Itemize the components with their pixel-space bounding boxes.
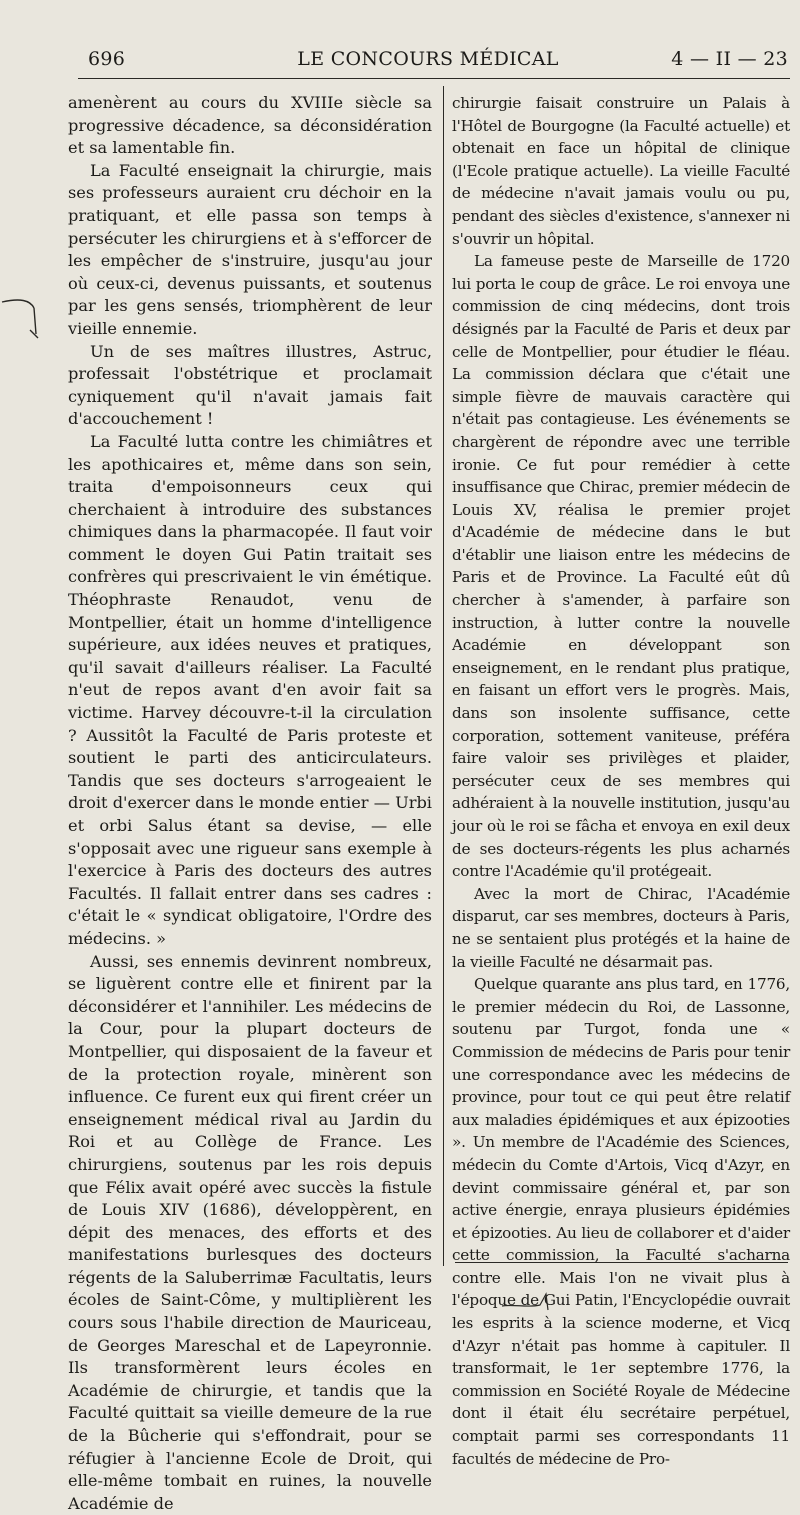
left-paragraph-2: La Faculté enseignait la chirurgie, mais ses professeurs auraient cru déchoir en la pratiquant, et elle passa son temps à persécuter les chirurgiens et à s'efforcer de les empêcher de s'instruire, jusqu'au jour où ceux-ci, devenus puissants, et soutenus par les gens sensés, triomphèrent de leur vieille ennemie.	[68, 160, 432, 338]
header-rule	[78, 78, 790, 79]
page-header	[58, 44, 798, 74]
left-paragraph-3: Un de ses maîtres illustres, Astruc, professait l'obstétrique et proclamait cyniquement qu'il n'avait jamais fait d'accouchement !	[68, 341, 432, 429]
left-paragraph-1: amenèrent au cours du XVIIIe siècle sa progressive décadence, sa déconsidération et sa lamentable fin.	[68, 93, 432, 158]
page-number: 696	[88, 48, 126, 70]
margin-bracket-mark	[0, 290, 40, 350]
column-divider	[443, 86, 444, 1266]
footer-rule	[455, 1262, 788, 1263]
pen-scribble-mark	[500, 1290, 560, 1314]
left-paragraph-5: Aussi, ses ennemis devinrent nombreux, se liguèrent contre elle et finirent par la déconsidérer et l'annihiler. Les médecins de la Cour, pour la plupart docteurs de Montpellier, qui disposaient de la faveur et de la protection royale, minèrent son influence. Ce furent eux qui firent créer un enseignement médical rival au Jardin du Roi et au Collège de France. Les chirurgiens, soutenus par les rois depuis que Félix avait opéré avec succès la fistule de Louis XIV (1686), développèrent, en dépit des menaces, des efforts et des manifestations burlesques des docteurs régents de la Saluberrimæ Facultatis, leurs écoles de Saint-Côme, y multiplièrent les cours sous l'habile direction de Mauriceau, de Georges Mareschal et de Lapeyronnie. Ils transformèrent leurs écoles en Académie de chirurgie, et tandis que la Faculté quittait sa vieille demeure de la rue de la Bûcherie qui s'effondrait, pour se réfugier à l'ancienne Ecole de Droit, qui elle-même tombait en ruines, la nouvelle Académie de	[68, 951, 432, 1513]
left-column	[68, 92, 432, 1515]
right-paragraph-2: La fameuse peste de Marseille de 1720 lui porta le coup de grâce. Le roi envoya une commission de cinq médecins, dont trois désignés par la Faculté de Paris et deux par celle de Montpellier, pour étudier le fléau. La commission déclara que c'était une simple fièvre de mauvais caractère qui n'était pas contagieuse. Les événements se chargèrent de répondre avec une terrible ironie. Ce fut pour remédier à cette insuffisance que Chirac, premier médecin de Louis XV, réalisa le premier projet d'Académie de médecine dans le but d'établir une liaison entre les médecins de Paris et de Province. La Faculté eût dû chercher à s'amender, à parfaire son instruction, à lutter contre la nouvelle Académie en développant son enseignement, en le rendant plus pratique, en faisant un effort vers le progrès. Mais, dans son insolente suffisance, cette corporation, sottement vaniteuse, préféra faire valoir ses privilèges et plaider, persécuter ceux de ses membres qui adhéraient à la nouvelle institution, jusqu'au jour où le roi se fâcha et envoya en exil deux de ses docteurs-régents les plus acharnés contre l'Académie qu'il protégeait.	[452, 252, 790, 881]
left-paragraph-4: La Faculté lutta contre les chimiâtres et les apothicaires et, même dans son sein, traita d'empoisonneurs ceux qui cherchaient à introduire des substances chimiques dans la pharmacopée. Il faut voir comment le doyen Gui Patin traitait ses confrères qui prescrivaient le vin émétique. Théophraste Renaudot, venu de Montpellier, était un homme d'intelligence supérieure, aux idées neuves et pratiques, qu'il savait d'ailleurs réaliser. La Faculté n'eut de repos avant d'en avoir fait sa victime. Harvey découvre-t-il la circulation ? Aussitôt la Faculté de Paris proteste et soutient le parti des anticirculateurs. Tandis que ses docteurs s'arrogeaient le droit d'exercer dans le monde entier — Urbi et orbi Salus étant sa devise, — elle s'opposait avec une rigueur sans exemple à l'exercice à Paris des docteurs des autres Facultés. Il fallait entrer dans ses cadres : c'était le « syndicat obligatoire, l'Ordre des médecins. »	[68, 431, 432, 948]
right-paragraph-4: Quelque quarante ans plus tard, en 1776, le premier médecin du Roi, de Lassonne, soutenu par Turgot, fonda une « Commission de médecins de Paris pour tenir une correspondance avec les médecins de province, pour tout ce qui peut être relatif aux maladies épidémiques et aux épizooties ». Un membre de l'Académie des Sciences, médecin du Comte d'Artois, Vicq d'Azyr, en devint commissaire général et, par son active énergie, enraya plusieurs épidémies et épizooties. Au lieu de collaborer et d'aider cette commission, la Faculté s'acharna contre elle. Mais l'on ne vivait plus à l'époque de Gui Patin, l'Encyclopédie ouvrait les esprits à la science moderne, et Vicq d'Azyr n'était pas homme à capituler. Il transformait, le 1er septembre 1776, la commission en Société Royale de Médecine dont il était élu secrétaire perpétuel, comptait parmi ses correspondants 11 facultés de médecine de Pro-	[452, 975, 790, 1468]
right-paragraph-3: Avec la mort de Chirac, l'Académie disparut, car ses membres, docteurs à Paris, ne se sentaient plus protégés et la haine de la vieille Faculté ne désarmait pas.	[452, 884, 790, 971]
right-paragraph-1: chirurgie faisait construire un Palais à l'Hôtel de Bourgogne (la Faculté actuelle) et obtenait en face un hôpital de clinique (l'Ecole pratique actuelle). La vieille Faculté de médecine n'avait jamais voulu ou pu, pendant des siècles d'existence, s'annexer ni s'ouvrir un hôpital.	[452, 94, 790, 248]
right-column	[452, 92, 790, 1470]
issue-date: 4 — II — 23	[671, 48, 788, 70]
journal-title: LE CONCOURS MÉDICAL	[297, 48, 559, 70]
